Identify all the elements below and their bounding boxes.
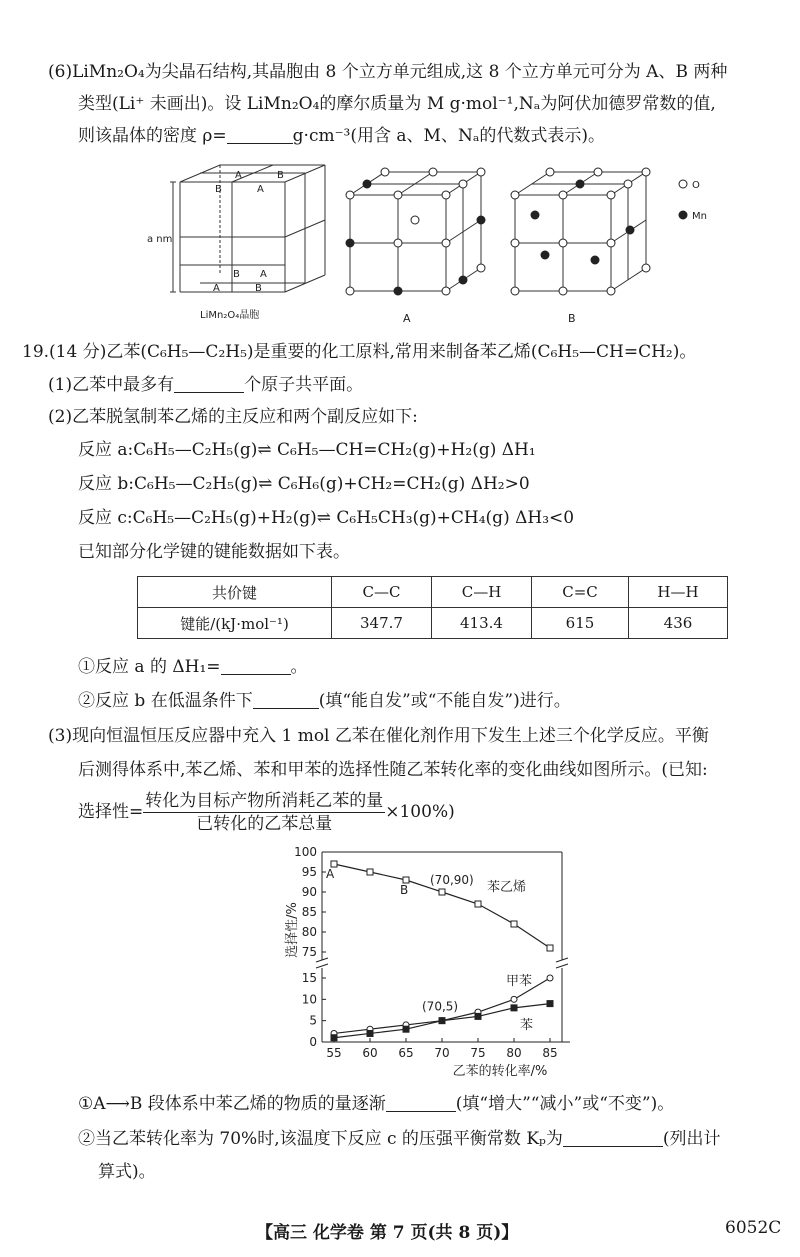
q19-header: 19.(14 分)乙苯(C₆H₅—C₂H₅)是重要的化工原料,常用来制备苯乙烯(C₆H₅—CH=CH₂)。 <box>22 342 697 362</box>
q18-6-line1: (6)LiMn₂O₄为尖晶石结构,其晶胞由 8 个立方单元组成,这 8 个立方单元可分为 A、B 两种 <box>48 62 728 82</box>
q19-part3-line2: 后测得体系中,苯乙烯、苯和甲苯的选择性随乙苯转化率的变化曲线如图所示。(已知: <box>78 760 708 780</box>
spontaneity-blank[interactable] <box>253 692 319 709</box>
table-cell: C—H <box>432 577 532 608</box>
q19-3-sub2 <box>78 1128 720 1150</box>
annotation-label: A <box>326 867 335 881</box>
crystal-figures <box>145 160 715 328</box>
cube-b-atoms <box>511 168 650 295</box>
series-label-benzene: 苯 <box>520 1018 534 1033</box>
y-tick-label: 75 <box>301 945 317 959</box>
chart-annotations <box>326 867 474 1014</box>
q19-3-sub1 <box>78 1093 674 1115</box>
formula-tail: ×100%) <box>385 802 455 822</box>
cell-letter: A <box>260 269 267 280</box>
data-point <box>511 921 517 927</box>
reaction-b: 反应 b:C₆H₅—C₂H₅(g)⇌ C₆H₆(g)+CH₂=CH₂(g) ΔH₂>0 <box>78 474 530 494</box>
cell-letter: B <box>215 184 222 195</box>
x-tick-label: 75 <box>470 1046 486 1060</box>
cell-caption: LiMn₂O₄晶胞 <box>200 310 260 321</box>
sub1-suffix: 。 <box>290 657 308 677</box>
annotation-label: (70,90) <box>430 873 474 887</box>
table-cell: 413.4 <box>432 608 532 639</box>
y-tick-label: 95 <box>301 865 317 879</box>
sub1-prefix: ①反应 a 的 ΔH₁= <box>78 657 221 677</box>
formula-denominator: 已转化的乙苯总量 <box>196 814 333 834</box>
data-point <box>367 1030 373 1036</box>
q19-3-sub2-line2: 算式)。 <box>98 1162 156 1182</box>
series-label-toluene: 甲苯 <box>506 974 533 989</box>
sub3-2-suffix: (列出计 <box>662 1129 721 1149</box>
y-tick-label: 10 <box>301 992 317 1007</box>
table-cell: 键能/(kJ·mol⁻¹) <box>138 608 332 639</box>
coplanar-atoms-blank[interactable] <box>174 376 244 393</box>
data-point <box>331 1035 337 1041</box>
x-tick-label: 60 <box>362 1046 378 1060</box>
reaction-c: 反应 c:C₆H₅—C₂H₅(g)+H₂(g)⇌ C₆H₅CH₃(g)+CH₄(g) ΔH₃<0 <box>78 508 575 528</box>
data-point <box>547 945 553 951</box>
annotation-label: (70,5) <box>422 999 459 1014</box>
formula-label: 选择性= <box>78 802 144 822</box>
x-tick-label: 80 <box>506 1046 522 1060</box>
annotation-label: B <box>400 883 409 897</box>
data-point <box>511 1005 517 1011</box>
q19-2-sub2 <box>78 690 571 712</box>
y-tick-label: 80 <box>301 925 317 939</box>
table-header-row <box>138 577 728 608</box>
data-point <box>439 1018 445 1024</box>
y-tick-label: 100 <box>294 845 317 859</box>
part1-suffix: 个原子共平面。 <box>244 375 364 395</box>
legend-manganese: Mn <box>692 211 707 222</box>
cube-a-label: A <box>403 312 411 325</box>
q18-6-line2: 类型(Li⁺ 未画出)。设 LiMn₂O₄的摩尔质量为 M g·mol⁻¹,Nₐ为阿伏加德罗常数的值, <box>78 94 716 114</box>
reaction-a: 反应 a:C₆H₅—C₂H₅(g)⇌ C₆H₅—CH=CH₂(g)+H₂(g) ΔH₁ <box>78 440 536 460</box>
table-cell: 347.7 <box>332 608 432 639</box>
bond-energy-table <box>137 576 728 639</box>
kp-blank[interactable] <box>563 1130 663 1147</box>
x-tick-label: 85 <box>542 1046 558 1060</box>
x-tick-label: 65 <box>398 1046 414 1060</box>
q19-2-sub1 <box>78 656 308 678</box>
data-point <box>439 889 445 895</box>
q19-part1 <box>48 374 363 396</box>
table-row <box>138 608 728 639</box>
cell-letter: A <box>257 184 264 195</box>
x-tick-label: 55 <box>326 1046 342 1060</box>
x-axis-label: 乙苯的转化率/% <box>452 1064 548 1079</box>
table-cell: 615 <box>532 608 629 639</box>
density-prefix: 则该晶体的密度 ρ= <box>78 126 227 146</box>
legend-oxygen: O <box>692 180 700 191</box>
series-label-styrene: 苯乙烯 <box>487 880 527 895</box>
sub2-prefix: ②反应 b 在低温条件下 <box>78 691 253 711</box>
amount-change-blank[interactable] <box>386 1095 456 1112</box>
sub3-1-suffix: (填“增大”“减小”或“不变”)。 <box>455 1094 675 1114</box>
data-point <box>511 996 517 1002</box>
cell-letter: B <box>277 170 284 181</box>
q18-6-line3 <box>78 125 605 147</box>
cell-letter: A <box>235 170 242 181</box>
data-point <box>475 901 481 907</box>
table-cell: H—H <box>629 577 728 608</box>
footer-page-info: 【高三 化学卷 第 7 页(共 8 页)】 <box>256 1223 519 1243</box>
data-point <box>403 1026 409 1032</box>
data-point <box>367 869 373 875</box>
density-suffix: g·cm⁻³(用含 a、M、Nₐ的代数式表示)。 <box>292 126 606 146</box>
cube-a-figure <box>350 172 481 291</box>
sub2-suffix: (填“能自发”或“不能自发”)进行。 <box>318 691 571 711</box>
table-cell: C=C <box>532 577 629 608</box>
x-tick-label: 70 <box>434 1046 450 1060</box>
unit-cell-figure <box>170 165 325 292</box>
data-point <box>547 975 553 981</box>
q19-part2-intro: (2)乙苯脱氢制苯乙烯的主反应和两个副反应如下: <box>48 407 418 427</box>
part1-prefix: (1)乙苯中最多有 <box>48 375 175 395</box>
delta-h1-blank[interactable] <box>221 658 291 675</box>
data-point <box>547 1001 553 1007</box>
table-cell: C—C <box>332 577 432 608</box>
q19-part3-line1: (3)现向恒温恒压反应器中充入 1 mol 乙苯在催化剂作用下发生上述三个化学反应。平衡 <box>48 726 709 746</box>
cell-letter: A <box>213 283 220 294</box>
data-point <box>475 1013 481 1019</box>
y-tick-label: 85 <box>301 905 317 919</box>
cell-letter: B <box>255 283 262 294</box>
formula-numerator: 转化为目标产物所消耗乙苯的量 <box>145 791 384 811</box>
density-answer-blank[interactable] <box>227 127 293 144</box>
edge-length-label: a nm <box>147 234 173 245</box>
y-tick-label: 90 <box>301 885 317 899</box>
cube-b-label: B <box>568 312 576 325</box>
sub3-1-prefix: ①A⟶B 段体系中苯乙烯的物质的量逐渐 <box>78 1094 386 1114</box>
x-ticks <box>326 1038 557 1060</box>
cell-letter: B <box>233 269 240 280</box>
y-tick-label: 15 <box>301 971 317 985</box>
table-intro: 已知部分化学键的键能数据如下表。 <box>78 542 350 562</box>
footer-code: 6052C <box>725 1218 782 1238</box>
y-tick-label: 5 <box>309 1013 317 1028</box>
y-axis-label: 选择性/% <box>285 902 300 958</box>
sub3-2-prefix: ②当乙苯转化率为 70%时,该温度下反应 c 的压强平衡常数 Kₚ为 <box>78 1129 563 1149</box>
table-cell: 436 <box>629 608 728 639</box>
formula-fraction <box>143 790 385 835</box>
table-cell: 共价键 <box>138 577 332 608</box>
selectivity-formula <box>78 790 455 835</box>
cell-letters <box>213 170 284 294</box>
selectivity-chart <box>280 840 590 1085</box>
y-tick-label: 0 <box>309 1035 317 1049</box>
